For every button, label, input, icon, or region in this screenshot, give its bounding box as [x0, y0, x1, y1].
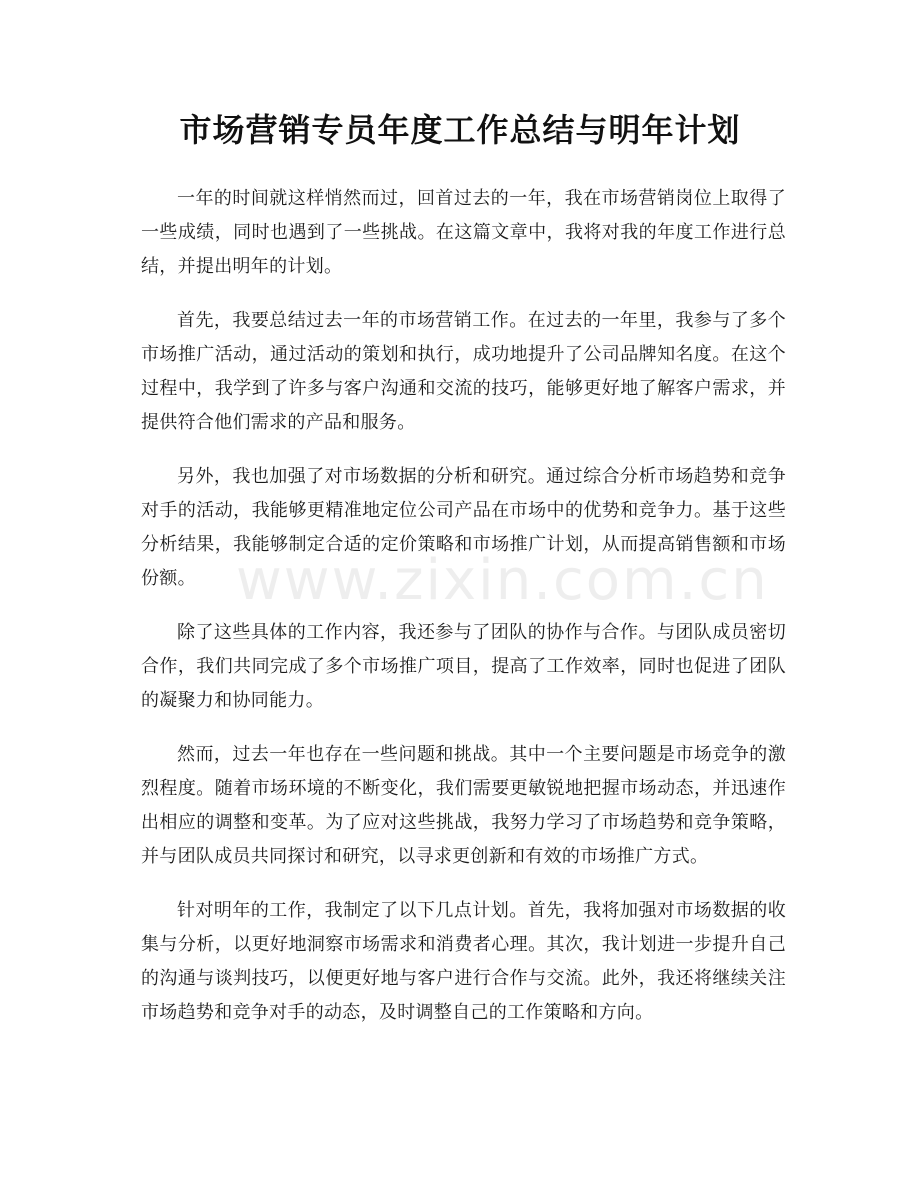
document-title: 市场营销专员年度工作总结与明年计划 [179, 111, 741, 149]
paragraph-2: 首先，我要总结过去一年的市场营销工作。在过去的一年里，我参与了多个市场推广活动，通过活动的策划和执行，成功地提升了公司品牌知名度。在这个过程中，我学到了许多与客户沟通和交流的技巧，能够更好地了解客户需求，并提供符合他们需求的产品和服务。 [141, 310, 786, 433]
paragraph-3: 另外，我也加强了对市场数据的分析和研究。通过综合分析市场趋势和竞争对手的活动，我能够更精准地定位公司产品在市场中的优势和竞争力。基于这些分析结果，我能够制定合适的定价策略和市场推广计划，从而提高销售额和市场份额。 [141, 466, 786, 589]
document-body [141, 182, 786, 1050]
paragraph-4: 除了这些具体的工作内容，我还参与了团队的协作与合作。与团队成员密切合作，我们共同完成了多个市场推广项目，提高了工作效率，同时也促进了团队的凝聚力和协同能力。 [141, 622, 786, 711]
paragraph-5: 然而，过去一年也存在一些问题和挑战。其中一个主要问题是市场竞争的激烈程度。随着市场环境的不断变化，我们需要更敏锐地把握市场动态，并迅速作出相应的调整和变革。为了应对这些挑战，我努力学习了市场趋势和竞争策略，并与团队成员共同探讨和研究，以寻求更创新和有效的市场推广方式。 [141, 744, 786, 867]
paragraph-1: 一年的时间就这样悄然而过，回首过去的一年，我在市场营销岗位上取得了一些成绩，同时也遇到了一些挑战。在这篇文章中，我将对我的年度工作进行总结，并提出明年的计划。 [141, 188, 786, 277]
paragraph-6: 针对明年的工作，我制定了以下几点计划。首先，我将加强对市场数据的收集与分析，以更好地洞察市场需求和消费者心理。其次，我计划进一步提升自己的沟通与谈判技巧，以便更好地与客户进行合作与交流。此外，我还将继续关注市场趋势和竞争对手的动态，及时调整自己的工作策略和方向。 [141, 900, 786, 1023]
watermark: www.zixin.com.cn [236, 548, 769, 613]
